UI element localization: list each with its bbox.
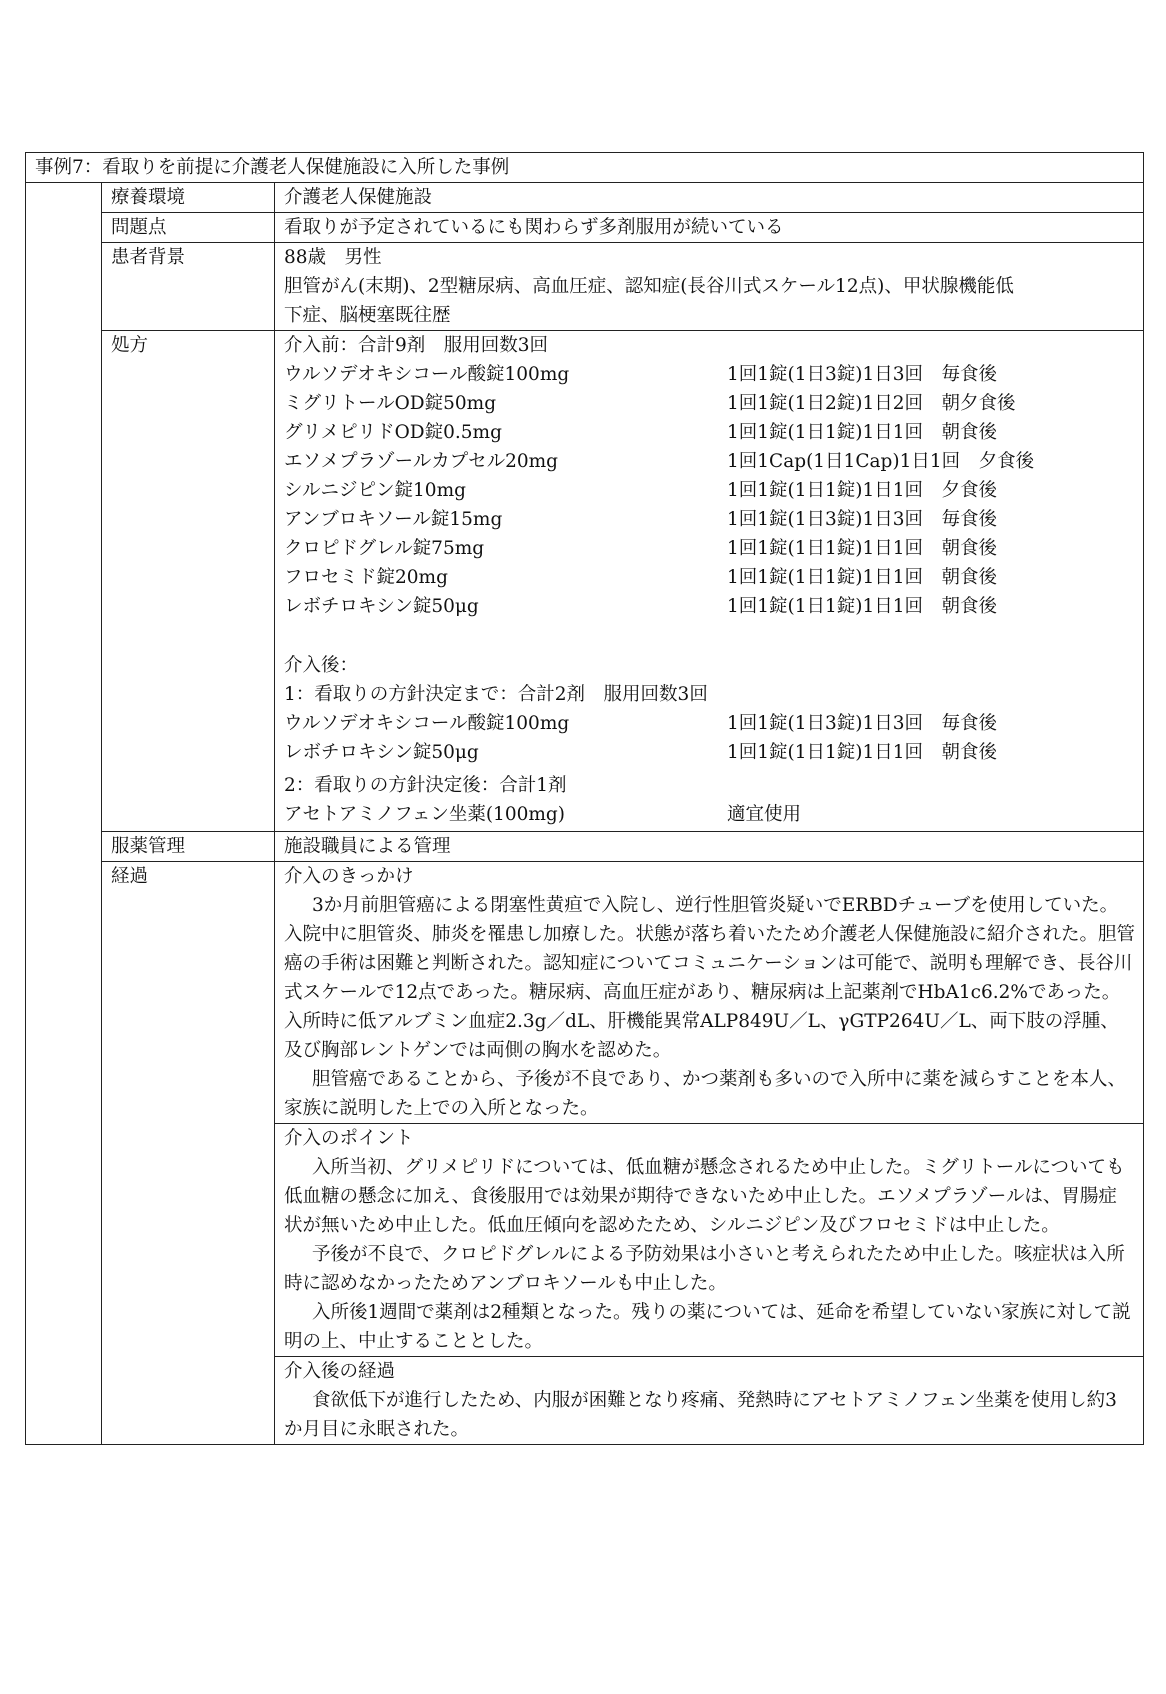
drug-name: フロセミド錠20mg bbox=[284, 567, 448, 588]
paragraph: 3か月前胆管癌による閉塞性黄疸で入院し、逆行性胆管炎疑いでERBDチューブを使用していた。入院中に胆管炎、肺炎を罹患し加療した。状態が落ち着いたため介護老人保健施設に紹介された。胆管癌の手術は困難と判断された。認知症についてコミュニケーションは可能で、説明も理解でき、長谷川式スケールで12点であった。糖尿病、高血圧症があり、糖尿病は上記薬剤でHbA1c6.2%であった。入所時に低アルブミン血症2.3g／dL、肝機能異常ALP849U／L、γGTP264U／L、両下肢の浮腫、及び胸部レントゲンでは両側の胸水を認めた。 bbox=[284, 895, 1136, 1061]
course-trigger-row bbox=[26, 862, 1144, 1124]
background-label: 患者背景 bbox=[102, 243, 275, 331]
drug-name: アンブロキソール錠15mg bbox=[284, 509, 503, 530]
drug-row bbox=[284, 360, 1143, 389]
prescription-value bbox=[275, 331, 1144, 832]
drug-row bbox=[284, 800, 1143, 829]
drug-name: ウルソデオキシコール酸錠100mg bbox=[284, 713, 570, 734]
environment-label: 療養環境 bbox=[102, 183, 275, 213]
after-section bbox=[275, 1357, 1144, 1445]
environment-row bbox=[26, 183, 1144, 213]
after-paragraphs bbox=[284, 1386, 1143, 1444]
case-title: 事例7：看取りを前提に介護老人保健施設に入所した事例 bbox=[26, 153, 1144, 183]
drug-name: シルニジピン錠10mg bbox=[284, 480, 466, 501]
before-header: 介入前：合計9剤 服用回数3回 bbox=[284, 335, 549, 356]
drug-name: レボチロキシン錠50μg bbox=[284, 596, 479, 617]
paragraph: 入所後1週間で薬剤は2種類となった。残りの薬については、延命を希望していない家族に対して説明の上、中止することとした。 bbox=[284, 1302, 1131, 1352]
phase1-drug-list bbox=[284, 709, 1143, 767]
drug-row bbox=[284, 592, 1143, 621]
drug-dose: 1回1錠(1日1錠)1日1回 朝食後 bbox=[727, 742, 998, 763]
management-value: 施設職員による管理 bbox=[275, 832, 1144, 862]
points-section bbox=[275, 1124, 1144, 1357]
spacer bbox=[284, 621, 1143, 651]
prescription-label: 処方 bbox=[102, 331, 275, 832]
paragraph: 食欲低下が進行したため、内服が困難となり疼痛、発熱時にアセトアミノフェン坐薬を使用し約3か月目に永眠された。 bbox=[284, 1390, 1117, 1440]
drug-name: ミグリトールOD錠50mg bbox=[284, 393, 497, 414]
trigger-section bbox=[275, 862, 1144, 1124]
points-heading: 介入のポイント bbox=[284, 1128, 414, 1149]
background-line-age: 88歳 男性 bbox=[284, 247, 382, 268]
after-heading: 介入後の経過 bbox=[284, 1361, 396, 1382]
drug-name: グリメピリドOD錠0.5mg bbox=[284, 422, 502, 443]
drug-row bbox=[284, 447, 1143, 476]
drug-dose: 適宜使用 bbox=[727, 804, 802, 825]
drug-dose: 1回1錠(1日1錠)1日1回 朝食後 bbox=[727, 567, 998, 588]
title-row bbox=[26, 153, 1144, 183]
phase2-drug-list bbox=[284, 800, 1143, 829]
drug-dose: 1回1錠(1日1錠)1日1回 夕食後 bbox=[727, 480, 998, 501]
drug-name: レボチロキシン錠50μg bbox=[284, 742, 479, 763]
before-drug-list bbox=[284, 360, 1143, 621]
case-table bbox=[25, 152, 1144, 1445]
drug-name: クロピドグレル錠75mg bbox=[284, 538, 485, 559]
drug-dose: 1回1錠(1日1錠)1日1回 朝食後 bbox=[727, 422, 998, 443]
drug-name: エソメプラゾールカプセル20mg bbox=[284, 451, 559, 472]
background-line-diagnoses: 胆管がん(末期)、2型糖尿病、高血圧症、認知症(長谷川式スケール12点)、甲状腺機能低 bbox=[284, 276, 1014, 297]
after-header: 介入後： bbox=[284, 655, 359, 676]
problem-value: 看取りが予定されているにも関わらず多剤服用が続いている bbox=[275, 213, 1144, 243]
drug-dose: 1回1錠(1日3錠)1日3回 毎食後 bbox=[727, 364, 998, 385]
drug-dose: 1回1錠(1日3錠)1日3回 毎食後 bbox=[727, 509, 998, 530]
trigger-heading: 介入のきっかけ bbox=[284, 866, 414, 887]
course-label: 経過 bbox=[102, 862, 275, 1445]
phase2-header: 2：看取りの方針決定後：合計1剤 bbox=[284, 775, 567, 796]
drug-row bbox=[284, 738, 1143, 767]
trigger-paragraphs bbox=[284, 891, 1143, 1123]
drug-row bbox=[284, 389, 1143, 418]
drug-dose: 1回1錠(1日2錠)1日2回 朝夕食後 bbox=[727, 393, 1016, 414]
problem-label: 問題点 bbox=[102, 213, 275, 243]
phase1-header: 1：看取りの方針決定まで：合計2剤 服用回数3回 bbox=[284, 684, 708, 705]
drug-row bbox=[284, 709, 1143, 738]
drug-row bbox=[284, 418, 1143, 447]
paragraph: 入所当初、グリメピリドについては、低血糖が懸念されるため中止した。ミグリトールについても低血糖の懸念に加え、食後服用では効果が期待できないため中止した。エソメプラゾールは、胃腸症状が無いため中止した。低血圧傾向を認めたため、シルニジピン及びフロセミドは中止した。 bbox=[284, 1157, 1125, 1236]
paragraph: 胆管癌であることから、予後が不良であり、かつ薬剤も多いので入所中に薬を減らすことを本人、家族に説明した上での入所となった。 bbox=[284, 1069, 1127, 1119]
background-value bbox=[275, 243, 1144, 331]
points-paragraphs bbox=[284, 1153, 1143, 1356]
paragraph: 予後が不良で、クロピドグレルによる予防効果は小さいと考えられたため中止した。咳症状は入所時に認めなかったためアンブロキソールも中止した。 bbox=[284, 1244, 1125, 1294]
drug-dose: 1回1錠(1日3錠)1日3回 毎食後 bbox=[727, 713, 998, 734]
environment-value: 介護老人保健施設 bbox=[275, 183, 1144, 213]
drug-row bbox=[284, 476, 1143, 505]
background-line-diagnoses-cont: 下症、脳梗塞既往歴 bbox=[284, 305, 451, 326]
drug-row bbox=[284, 505, 1143, 534]
drug-name: アセトアミノフェン坐薬(100mg) bbox=[284, 804, 565, 825]
drug-row bbox=[284, 534, 1143, 563]
problem-row bbox=[26, 213, 1144, 243]
drug-dose: 1回1錠(1日1錠)1日1回 朝食後 bbox=[727, 596, 998, 617]
drug-row bbox=[284, 563, 1143, 592]
management-label: 服薬管理 bbox=[102, 832, 275, 862]
management-row bbox=[26, 832, 1144, 862]
drug-dose: 1回1Cap(1日1Cap)1日1回 夕食後 bbox=[727, 451, 1035, 472]
prescription-row bbox=[26, 331, 1144, 832]
background-row bbox=[26, 243, 1144, 331]
drug-dose: 1回1錠(1日1錠)1日1回 朝食後 bbox=[727, 538, 998, 559]
left-margin-cell bbox=[26, 183, 102, 1445]
drug-name: ウルソデオキシコール酸錠100mg bbox=[284, 364, 570, 385]
